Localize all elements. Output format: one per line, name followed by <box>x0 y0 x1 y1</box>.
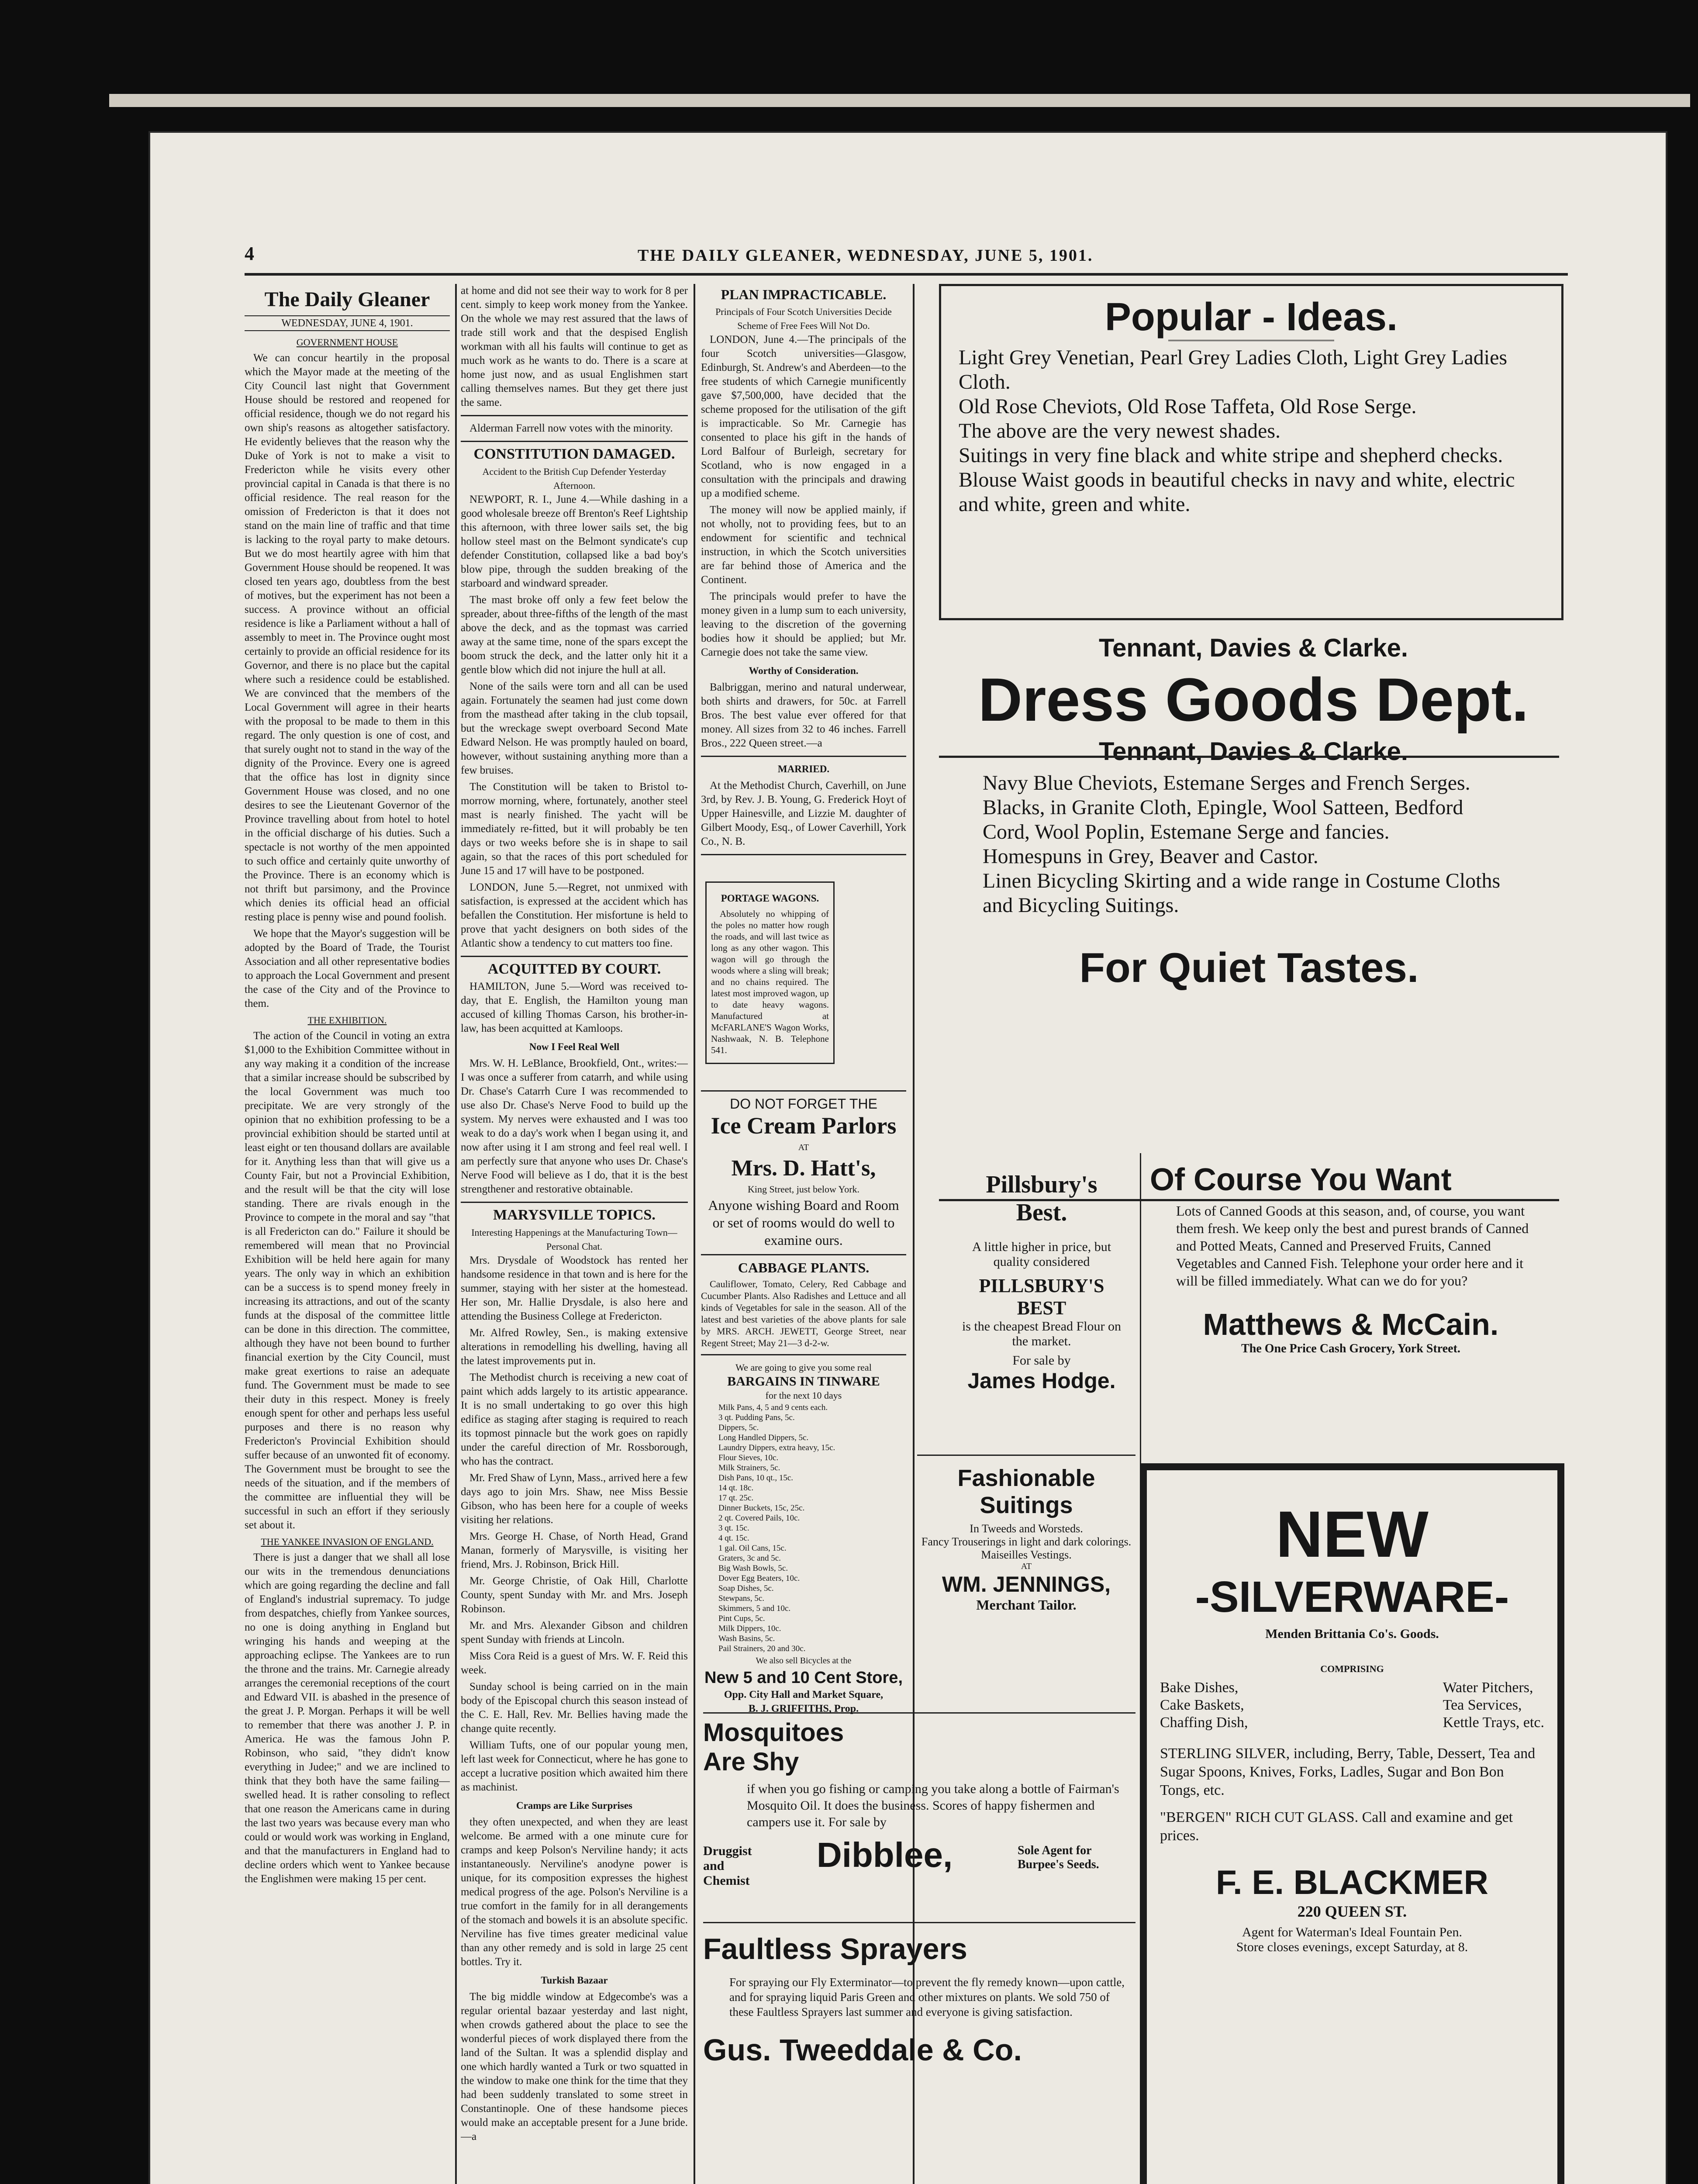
column-1 <box>245 284 450 2184</box>
separator <box>461 956 688 957</box>
bargain-item: Milk Strainers, 5c. <box>718 1463 780 1472</box>
popular-line-5: Blouse Waist goods in beautiful checks in navy and white, electric and white, green and white. <box>959 468 1515 516</box>
jennings-title-2: Suitings <box>980 1492 1073 1518</box>
masthead-rule <box>245 273 1568 276</box>
dress-goods-title: Dress Goods Dept. <box>978 665 1529 734</box>
dress-line-2: Blacks, in Granite Cloth, Epingle, Wool Satteen, Bedford Cord, Wool Poplin, Estemane Serge and fancies. <box>983 796 1463 843</box>
pillsbury-title: Pillsbury's Best. <box>986 1171 1097 1226</box>
ice-cream-heading: Ice Cream Parlors <box>711 1113 897 1139</box>
pillsbury-sale: For sale by <box>1012 1353 1071 1368</box>
jennings-title-1: Fashionable <box>957 1465 1095 1491</box>
bargain-item: Wash Basins, 5c. <box>718 1634 775 1643</box>
bargain-item: Dish Pans, 10 qt., 15c. <box>718 1473 793 1482</box>
bargains-days: for the next 10 days <box>765 1390 842 1401</box>
marysville-para-4: Mr. Fred Shaw of Lynn, Mass., arrived here a few days ago to join Mrs. Shaw, nee Miss Bessie Gibson, who has been here for a couple of weeks visiting her relations. <box>461 1472 688 1526</box>
canned-ad <box>1140 1153 1560 1468</box>
bargain-item: Milk Pans, 4, 5 and 9 cents each. <box>718 1403 828 1412</box>
popular-line-3: The above are the very newest shades. <box>959 419 1281 442</box>
alderman-note: Alderman Farrell now votes with the minority. <box>469 422 673 434</box>
blackmer-name: F. E. BLACKMER <box>1216 1863 1488 1901</box>
acquitted-para: HAMILTON, June 5.—Word was received to-day, that E. English, the Hamilton young man accused of killing Thomas Carson, his brother-in-law, has been acquitted at Kamloops. <box>461 981 688 1034</box>
constitution-para-2: The mast broke off only a few feet below the spreader, about three-fifths of the length of the mast above the deck, and as the topmast was carried away at the same time, none of the spars except the boom struck the deck, and the latter only hit it a gentle blow which did not injure the hull at all. <box>461 594 688 676</box>
silverware-item: Tea Services, <box>1443 1697 1522 1713</box>
bargain-item: 1 gal. Oil Cans, 15c. <box>718 1544 787 1553</box>
mosquitoes-druggist: Druggist and Chemist <box>703 1844 752 1888</box>
bargain-item: Flour Sieves, 10c. <box>718 1453 779 1462</box>
popular-line-2: Old Rose Cheviots, Old Rose Taffeta, Old Rose Serge. <box>959 395 1417 418</box>
col2-intro: at home and did not see their way to work for 8 per cent. simply to keep work money from the Yankee. On the whole we may rest assured that the laws of trade still work and that the despised English workman with all his faults will continue to get as much work as he wants to do. There is a scare at home just now, and as usual Englishmen start calling themselves names. But they get there just the same. <box>461 285 688 408</box>
bargains-heading: BARGAINS IN TINWARE <box>727 1374 880 1389</box>
jennings-ad <box>917 1455 1135 1714</box>
pillsbury-line-2: is the cheapest Bread Flour on the market. <box>962 1319 1122 1348</box>
turkish-para: The big middle window at Edgecombe's was a regular oriental bazaar yesterday and last night, when crowds gathered about the place to see the wonderful pieces of work displayed there from the land of the Sultan. It was a splendid display and one which hardly wanted a Turk or two squatted in the window to make one think for the time that they had been suddenly translated to some street in Constantinople. One of these handsome pieces would make an acceptable present for a June bride.—a <box>461 1991 688 2143</box>
plan-para-3: The principals would prefer to have the money given in a lump sum to each university, leaving to the discretion of the governing bodies how it should be applied; but Mr. Carnegie does not take the same view. <box>701 591 906 658</box>
film-edge-strip <box>109 94 1690 107</box>
pillsbury-brand: PILLSBURY'S BEST <box>979 1275 1104 1319</box>
cramps-heading: Cramps are Like Surprises <box>516 1800 632 1811</box>
worthy-para: Balbriggan, merino and natural underwear, both shirts and drawers, for 50c. at Farrell Bros. The best value ever offered for that money. All sizes from 32 to 46 inches. Farrell Bros., 222 Queen street.—a <box>701 681 906 749</box>
bargain-item: Big Wash Bowls, 5c. <box>718 1564 788 1573</box>
bargains-intro: We are going to give you some real <box>735 1362 872 1373</box>
silverware-items-right <box>1443 1679 1544 1731</box>
turkish-heading: Turkish Bazaar <box>541 1975 608 1986</box>
separator <box>461 1202 688 1203</box>
bargain-item: Long Handled Dippers, 5c. <box>718 1433 809 1442</box>
tennant-header-1: Tennant, Davies & Clarke. <box>1098 634 1408 662</box>
bargain-item: Dinner Buckets, 15c, 25c. <box>718 1503 805 1513</box>
cabbage-para: Cauliflower, Tomato, Celery, Red Cabbage and Cucumber Plants. Also Radishes and Lettuce and all kinds of Vegetables for sale in the season. All of the latest and best varieties of the above plants for sale by MRS. ARCH. JEWETT, George Street, near Regent Street; May 21—3 d-2-w. <box>701 1279 906 1348</box>
government-house-para-2: We hope that the Mayor's suggestion will be adopted by the Board of Trade, the Tourist Association and all other representative bodies to approach the Local Government and present the case of the City and of the Province to them. <box>245 928 450 1009</box>
dress-line-1: Navy Blue Cheviots, Estemane Serges and French Serges. <box>983 771 1470 795</box>
silverware-item: Cake Baskets, <box>1160 1697 1244 1713</box>
paper-name: The Daily Gleaner <box>264 288 430 311</box>
portage-ad <box>705 881 835 1064</box>
jennings-name: WM. JENNINGS, <box>942 1572 1111 1597</box>
marysville-para-8: Miss Cora Reid is a guest of Mrs. W. F. Reid this week. <box>461 1650 688 1676</box>
popular-ideas-body <box>941 346 1561 517</box>
marysville-para-5: Mrs. George H. Chase, of North Head, Grand Manan, formerly of Marysville, is visiting her friend, Mrs. J. Robinson, Brick Hill. <box>461 1531 688 1570</box>
bargain-item: Milk Dippers, 10c. <box>718 1624 781 1633</box>
silverware-items <box>1147 1675 1557 1736</box>
column-2 <box>461 284 688 2184</box>
married-heading: MARRIED. <box>777 764 830 774</box>
separator <box>461 441 688 442</box>
separator <box>701 1354 906 1355</box>
column-rule <box>694 284 695 2184</box>
silverware-title: -SILVERWARE- <box>1195 1572 1509 1621</box>
now-i-feel-heading: Now I Feel Real Well <box>529 1041 620 1052</box>
acquitted-heading: ACQUITTED BY COURT. <box>487 961 661 977</box>
exhibition-heading: THE EXHIBITION. <box>307 1015 387 1026</box>
jennings-line-3: Maiseilles Vestings. <box>981 1548 1072 1561</box>
bargain-item: 17 qt. 25c. <box>718 1493 754 1503</box>
dress-goods-box <box>939 756 1559 1201</box>
marysville-para-2: Mr. Alfred Rowley, Sen., is making extensive alterations in remodelling his dwelling, having all the latest improvements put in. <box>461 1327 688 1367</box>
at-label: AT <box>798 1143 809 1152</box>
mosquitoes-title-1: Mosquitoes <box>703 1718 844 1747</box>
date-line: WEDNESDAY, JUNE 4, 1901. <box>245 315 450 331</box>
mosquitoes-footer <box>703 1831 1135 1887</box>
pillsbury-ad <box>959 1153 1125 1450</box>
quiet-tastes: For Quiet Tastes. <box>1079 944 1419 991</box>
popular-line-1: Light Grey Venetian, Pearl Grey Ladies Cloth, Light Grey Ladies Cloth. <box>959 346 1508 394</box>
hatt-name: Mrs. D. Hatt's, <box>731 1156 876 1181</box>
bargain-item: Pint Cups, 5c. <box>718 1614 765 1623</box>
mosquitoes-title-2: Are Shy <box>703 1748 799 1776</box>
constitution-para-3: None of the sails were torn and all can be used again. Fortunately the seamen had just come down from the masthead after taking in the club topsail, but the wreckage swept overboard Second Mate Edward Nelson. He was promptly hauled on board, however, without sustaining anything more than a few bruises. <box>461 681 688 776</box>
bargains-bicycles: We also sell Bicycles at the <box>756 1656 852 1666</box>
bargain-item: 14 qt. 18c. <box>718 1483 754 1493</box>
masthead-title: THE DAILY GLEANER, WEDNESDAY, JUNE 5, 1901. <box>638 246 1094 265</box>
plan-subheading: Principals of Four Scotch Universities Decide Scheme of Free Fees Will Not Do. <box>715 306 892 331</box>
cramps-para: they often unexpected, and when they are least welcome. Be armed with a one minute cure for cramps and keep Polson's Nerviline handy; it acts instantaneously. Nerviline's anodyne power is unique, for its composition expresses the highest medical progress of the age. Polson's Nerviline is a true comfort in the family for in all derangements of the stomach and bowels it is an absolute specific. Nerviline has five times greater medicinal value than any other remedy and is sold in large 25 cent bottles. Try it. <box>461 1816 688 1968</box>
mosquitoes-text: if when you go fishing or camping you take along a bottle of Fairman's Mosquito Oil. It does the business. Scores of happy fishermen and campers use it. For sale by <box>747 1782 1119 1829</box>
constitution-subheading: Accident to the British Cup Defender Yesterday Afternoon. <box>482 466 666 491</box>
separator <box>701 854 906 855</box>
married-para: At the Methodist Church, Caverhill, on June 3rd, by Rev. J. B. Young, G. Frederick Hoyt of Upper Hainesville, and Lizzie M. daughter of Gilbert Moody, Esq., of Lower Caverhill, York Co., N. B. <box>701 780 906 847</box>
blackmer-agent: Agent for Waterman's Ideal Fountain Pen. <box>1242 1925 1462 1939</box>
decorative-rule <box>1168 340 1334 341</box>
plan-heading: PLAN IMPRACTICABLE. <box>721 287 887 302</box>
separator <box>461 415 688 416</box>
mosquitoes-ad <box>703 1712 1135 1919</box>
bargain-item: Skimmers, 5 and 10c. <box>718 1604 791 1613</box>
mosquitoes-name: Dibblee, <box>817 1835 953 1874</box>
silverware-ad <box>1140 1463 1564 2184</box>
marysville-para-10: William Tufts, one of our popular young men, left last week for Connecticut, where he has gone to accept a lucrative position which awaited him there as machinist. <box>461 1739 688 1793</box>
column-rule <box>455 284 457 2184</box>
marysville-para-9: Sunday school is being carried on in the main body of the Episcopal church this season instead of the C. E. Hall, Rev. Mr. Bellies having made the change quite recently. <box>461 1681 688 1735</box>
silverware-bergen: "BERGEN" RICH CUT GLASS. Call and examine and get prices. <box>1160 1809 1513 1844</box>
worthy-heading: Worthy of Consideration. <box>749 665 859 676</box>
dress-goods-ad <box>939 625 1568 1206</box>
bargain-item: Pail Strainers, 20 and 30c. <box>718 1644 806 1653</box>
sprayers-ad <box>703 1922 1135 2172</box>
bargain-item: Dover Egg Beaters, 10c. <box>718 1574 800 1583</box>
yankee-heading: THE YANKEE INVASION OF ENGLAND. <box>261 1536 434 1547</box>
silverware-item: Water Pitchers, <box>1443 1679 1533 1696</box>
king-street: King Street, just below York. <box>747 1184 860 1195</box>
tennant-header-2: Tennant, Davies & Clarke. <box>1098 737 1408 766</box>
mosquitoes-agent: Sole Agent for Burpee's Seeds. <box>1018 1844 1099 1871</box>
bargain-item: 4 qt. 15c. <box>718 1534 749 1543</box>
canned-title: Of Course You Want <box>1150 1162 1452 1197</box>
marysville-para-1: Mrs. Drysdale of Woodstock has rented her handsome residence in that town and is here for the summer, staying with her sister at the homestead. Her son, Mr. Hallie Drysdale, is also here and attending the Business College at Fredericton. <box>461 1254 688 1322</box>
dress-line-3: Homespuns in Grey, Beaver and Castor. <box>983 845 1318 868</box>
bargain-item: Dippers, 5c. <box>718 1423 759 1432</box>
portage-para: Absolutely no whipping of the poles no matter how rough the roads, and will last twice as long as any other wagon. This wagon will go through the woods where a sling will break; and no chains required. The latest most improved wagon, up to date heavy wagons. Manufactured at McFARLANE'S Wagon Works, Nashwaak, N. B. Telephone 541. <box>711 909 829 1055</box>
page-number: 4 <box>245 243 254 264</box>
silverware-item: Kettle Trays, etc. <box>1443 1714 1544 1731</box>
store-prop: B. J. GRIFFITHS, Prop. <box>748 1703 859 1714</box>
popular-ideas-title: Popular - Ideas. <box>1104 295 1398 339</box>
jennings-line-1: In Tweeds and Worsteds. <box>970 1522 1083 1535</box>
portage-heading: PORTAGE WAGONS. <box>721 893 819 904</box>
pillsbury-seller: James Hodge. <box>967 1368 1116 1393</box>
yankee-para: There is just a danger that we shall all lose our wits in the tremendous denunciations which are going regarding the decline and fall of England's industrial supremacy. To judge from despatches, chiefly from Yankee sources, no one is doing anything in England but wringing his hands and weeping at the approaching eclipse. The Yankees are to run the throne and the trains. Mr. Carnegie already arranges the ceremonial receptions of the court and Edward VII. is abashed in the presence of the great J. P. Morgan. Perhaps it will be well to remember that there was another J. P. in America. He was the famous John P. Robinson, who said, "they didn't know everything in Judee;" and we are inclined to think that they both have the same failing—swelled head. It is rather consoling to reflect that one reason the Americans came in during the last two years was because every man who could or would work was working in England, and that the manufacturers in England had to decline orders which went to Yankee because the Englishmen were making 15 per cent. <box>245 1552 450 1885</box>
board-text: Anyone wishing Board and Room or set of rooms would do well to examine ours. <box>708 1197 899 1248</box>
sprayers-text: For spraying our Fly Exterminator—to prevent the fly remedy known—upon cattle, and for spraying liquid Paris Green and other mixtures on plants. We sold 750 of these Faultless Sprayers last summer and everyone is giving satisfaction. <box>729 1976 1125 2018</box>
matthews-sub: The One Price Cash Grocery, York Street. <box>1241 1342 1460 1355</box>
separator <box>701 1090 906 1092</box>
bargain-item: 2 qt. Covered Pails, 10c. <box>718 1514 800 1523</box>
dress-goods-body <box>939 758 1559 918</box>
matthews-name: Matthews & McCain. <box>1203 1307 1499 1341</box>
separator <box>701 1254 906 1255</box>
now-i-feel-para: Mrs. W. H. LeBlance, Brookfield, Ont., writes:—I was once a sufferer from catarrh, and while using Dr. Chase's Catarrh Cure I was recommended to use also Dr. Chase's Nerve Food to build up the system. My nerves were exhausted and I was too weak to do a day's work when I began using it, and now after using it I am strong and feel real well. I am perfectly sure that anyone who uses Dr. Chase's Nerve Food will believe as I do, that it is the best strengthener and restorative obtainable. <box>461 1057 688 1195</box>
silverware-sub: Menden Brittania Co's. Goods. <box>1265 1627 1439 1641</box>
government-house-para-1: We can concur heartily in the proposal which the Mayor made at the meeting of the City Council last night that Government House should be restored and reopened for official residence, though we do not regard his own ship's reasons as altogether satisfactory. He evidently believes that the reason why the Duke of York is not to make a visit to Fredericton while he visits every other provincial capital in Canada is that there is no official residence. The real reason for the omission of Fredericton is that it does not stand on the main line of traffic and that time is lacking to the royal party to make detours. But we do most heartily agree with him that Government House should be reopened. It was closed ten years ago, doubtless from the best of motives, but the experiment has not been a success. A province without an official residence is like a Parliament without a hall of assembly to meet in. The Province ought most certainly to provide an official residence for its Governor, and there is no place but the capital where such a residence could be established. We are convinced that the members of the Local Government will agree in their hearts with the proposal to be made to them in this regard. The only question is one of cost, and that surely ought not to stand in the way of the dignity of the Province. Every one is agreed that the office has lost in dignity since Government House was closed, and no one desires to see the Lieutenant Governor of the Province travelling about from hotel to hotel in the official discharge of his duties. Such a spectacle is not worthy of the men appointed to such office and certainly quite unworthy of the Province. There is an economy which is not thrift but parsimony, and the Province which denies its official head an official resting place is penny wise and pound foolish. <box>245 352 450 923</box>
exhibition-para: The action of the Council in voting an extra $1,000 to the Exhibition Committee without in any way making it a condition of the increase that a similar increase should be subscribed by the local Government was much too precipitate. We are very strongly of the opinion that no exhibition professing to be a provincial exhibition should be started until at least eight or ten thousand dollars are available for it. Anything less than that will give us a County Fair, but not a Provincial Exhibition, and the result will be that the city will lose standing. There are rivals enough in the Province to compete in the moral and say "that is all Fredericton can do." Failure it should be remembered will mean that no Provincial Exhibition will be held here again for many years. The only way in which an exhibition can be a success is to spend money freely in increasing its attractions, and out of the scanty funds at the disposal of the committee little can be done in this direction. The committee, although they have not been bound to further financial exertion by the City Council, must make great exertions to raise an adequate fund. The Government must be made to see their duty in this respect. Money is freely enough spent for other and perhaps less useful purposes and there is no reason why Fredericton's Provincial Exhibition should suffer because of an unwonted fit of economy. The Government must be brought to see the needs of the situation, and if the members of the committee are influential they will be successful in such an effort if they seriously set about it. <box>245 1030 450 1531</box>
jennings-at: AT <box>1021 1562 1032 1571</box>
silverware-item: Chaffing Dish, <box>1160 1714 1248 1731</box>
new-store: New 5 and 10 Cent Store, <box>704 1669 903 1687</box>
silverware-items-left <box>1160 1679 1248 1731</box>
store-address: Opp. City Hall and Market Square, <box>724 1689 884 1700</box>
bargain-item: Stewpans, 5c. <box>718 1594 765 1603</box>
dress-line-4: Linen Bicycling Skirting and a wide range in Costume Cloths and Bicycling Suitings. <box>983 869 1501 917</box>
silverware-comprising: COMPRISING <box>1320 1663 1384 1674</box>
canned-text: Lots of Canned Goods at this season, and, of course, you want them fresh. We keep only the best and purest brands of Canned and Potted Meats, Canned and Preserved Fruits, Canned Vegetables and Canned Fish. Telephone your order here and it will be filled immediately. What can we do for you? <box>1176 1203 1529 1289</box>
blackmer-hours: Store closes evenings, except Saturday, at 8. <box>1236 1940 1468 1954</box>
bargain-item: 3 qt. Pudding Pans, 5c. <box>718 1413 795 1422</box>
silverware-item: Bake Dishes, <box>1160 1679 1239 1696</box>
marysville-para-3: The Methodist church is receiving a new coat of paint which adds largely to its artistic appearance. It is no small undertaking to go over this high edifice as staging after staging is required to reach its topmost pinnacle but the work goes on rapidly under the careful direction of Mr. Rossborough, who has the contract. <box>461 1372 688 1467</box>
marysville-subheading: Interesting Happenings at the Manufacturing Town—Personal Chat. <box>471 1227 677 1252</box>
bargain-item: 3 qt. 15c. <box>718 1524 749 1533</box>
sprayers-name: Gus. Tweeddale & Co. <box>703 2033 1022 2067</box>
silverware-sterling: STERLING SILVER, including, Berry, Table, Dessert, Tea and Sugar Spoons, Knives, Forks, Ladles, Sugar and Bon Bon Tongs, etc. <box>1160 1745 1536 1798</box>
marysville-para-6: Mr. George Christie, of Oak Hill, Charlotte County, spent Sunday with Mr. and Mrs. Joseph Robinson. <box>461 1575 688 1615</box>
jennings-line-2: Fancy Trouserings in light and dark colorings. <box>921 1535 1132 1548</box>
bargain-item: Laundry Dippers, extra heavy, 15c. <box>718 1443 835 1452</box>
cabbage-heading: CABBAGE PLANTS. <box>738 1260 870 1275</box>
do-not-forget: DO NOT FORGET THE <box>730 1096 877 1112</box>
popular-ideas-ad <box>939 284 1563 620</box>
popular-line-4: Suitings in very fine black and white stripe and shepherd checks. <box>959 444 1503 467</box>
masthead <box>245 242 1563 269</box>
constitution-para-4: The Constitution will be taken to Bristol to-morrow morning, where, fortunately, another steel mast is nearly finished. The yacht will be immediately re-fitted, but it will probably be ten days or two weeks before she is in shape to sail again, so that the races of this port scheduled for June 15 and 17 will have to be postponed. <box>461 781 688 877</box>
bargain-item: Graters, 3c and 5c. <box>718 1554 781 1563</box>
blackmer-address: 220 QUEEN ST. <box>1297 1903 1407 1920</box>
plan-para-2: The money will now be applied mainly, if not wholly, not to providing fees, but to an endowment for scientific and technical instruction, in which the Scotch universities are far behind those of America and the Continent. <box>701 504 906 586</box>
pillsbury-line-1: A little higher in price, but quality considered <box>972 1240 1111 1269</box>
bargains-list <box>701 1403 906 1654</box>
bargain-item: Soap Dishes, 5c. <box>718 1584 774 1593</box>
government-house-heading: GOVERNMENT HOUSE <box>296 337 398 348</box>
constitution-para-1: NEWPORT, R. I., June 4.—While dashing in a good wholesale breeze off Brenton's Reef Lightship this afternoon, with three lower sails set, the big hollow steel mast on the Belmont syndicate's cup defender Constitution, collapsed like a bad boy's blow pipe, through the sudden breaking of the starboard and windward spreader. <box>461 494 688 589</box>
plan-para-1: LONDON, June 4.—The principals of the four Scotch universities—Glasgow, Edinburgh, St. Andrew's and Aberdeen—to the free students of which Carnegie munificently gave $7,500,000, have decided that the scheme proposed for the utilisation of the gift is impracticable. So Mr. Carnegie has consented to place his gift in the hands of Lord Balfour of Burleigh, secretary for Scotland, who is now engaged in a consultation with the principals and drawing up a modified scheme. <box>701 334 906 499</box>
marysville-para-7: Mr. and Mrs. Alexander Gibson and children spent Sunday with friends at Lincoln. <box>461 1620 688 1645</box>
jennings-role: Merchant Tailor. <box>976 1597 1077 1613</box>
constitution-heading: CONSTITUTION DAMAGED. <box>473 446 675 462</box>
sprayers-title: Faultless Sprayers <box>703 1932 967 1966</box>
constitution-para-5: LONDON, June 5.—Regret, not unmixed with satisfaction, is expressed at the accident which has befallen the Constitution. Her misfortune is held to prove that yacht designers on both sides of the Atlantic show a tendency to cut matters too fine. <box>461 881 688 949</box>
separator <box>701 756 906 757</box>
marysville-heading: MARYSVILLE TOPICS. <box>493 1207 656 1223</box>
silverware-new: NEW <box>1276 1497 1429 1571</box>
